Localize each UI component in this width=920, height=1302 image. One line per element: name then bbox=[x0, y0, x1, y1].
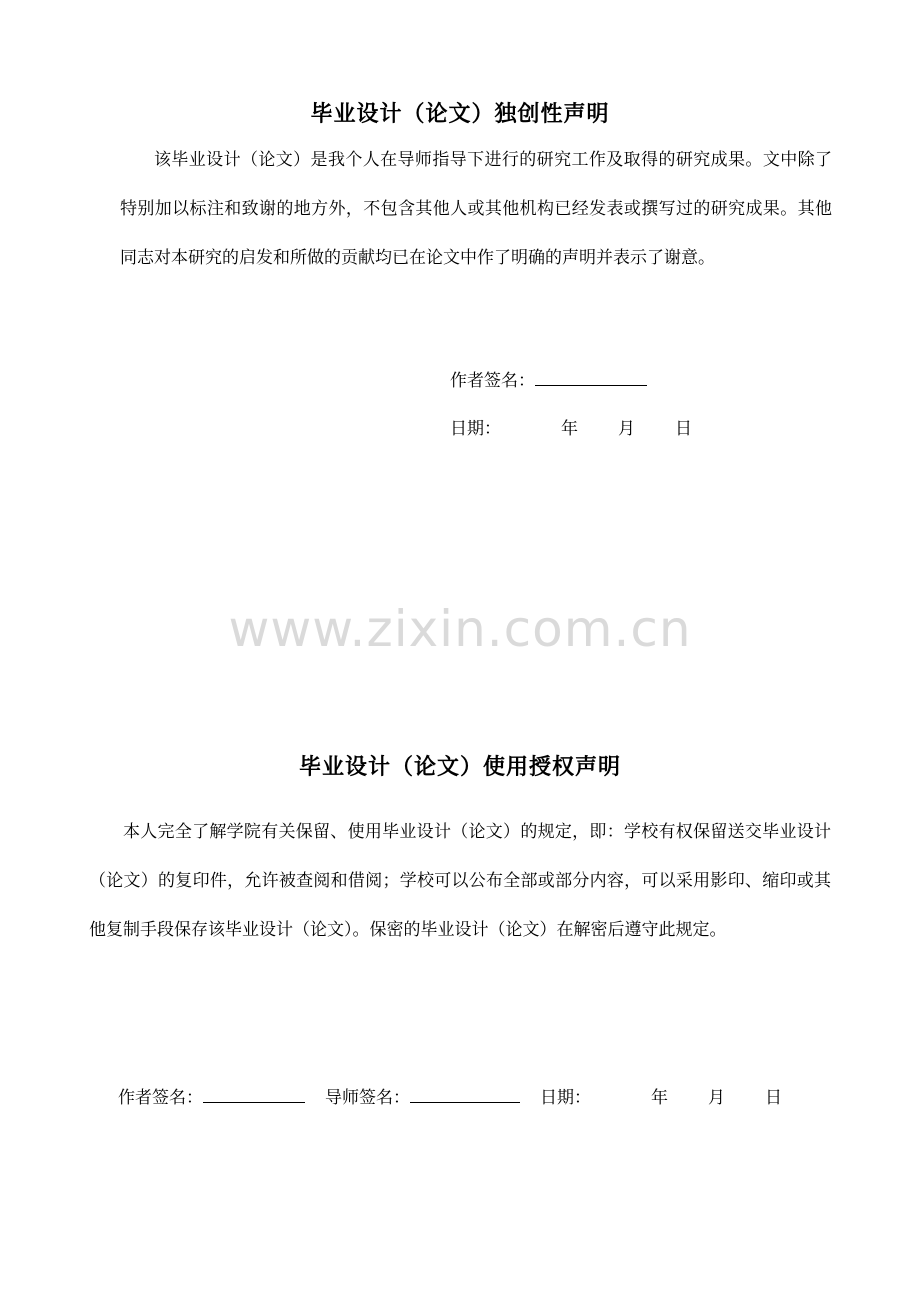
originality-statement-body: 该毕业设计（论文）是我个人在导师指导下进行的研究工作及取得的研究成果。文中除了特别加以标注和致谢的地方外，不包含其他人或其他机构已经发表或撰写过的研究成果。其他同志对本研究的启发和所做的贡献均已在论文中作了明确的声明并表示了谢意。 bbox=[120, 150, 832, 268]
originality-statement-title: 毕业设计（论文）独创性声明 bbox=[310, 102, 610, 127]
authorization-signature-row bbox=[118, 1083, 782, 1108]
originality-date-row bbox=[450, 414, 692, 439]
day-label: 日 bbox=[765, 1088, 782, 1108]
authorization-statement-title: 毕业设计（论文）使用授权声明 bbox=[298, 755, 621, 780]
author-signature-label: 作者签名： bbox=[450, 371, 535, 391]
date-label: 日期： bbox=[450, 419, 501, 439]
author-signature-label: 作者签名： bbox=[118, 1088, 203, 1108]
originality-author-signature-row bbox=[450, 366, 647, 391]
date-label: 日期： bbox=[540, 1088, 591, 1108]
month-label: 月 bbox=[618, 419, 635, 439]
month-label: 月 bbox=[708, 1088, 725, 1108]
day-label: 日 bbox=[675, 419, 692, 439]
watermark-text: www.zixin.com.cn bbox=[228, 600, 692, 658]
authorization-statement-body: 本人完全了解学院有关保留、使用毕业设计（论文）的规定，即：学校有权保留送交毕业设计（论文）的复印件，允许被查阅和借阅；学校可以公布全部或部分内容，可以采用影印、缩印或其他复制手段保存该毕业设计（论文）。保密的毕业设计（论文）在解密后遵守此规定。 bbox=[89, 822, 831, 940]
author-signature-field[interactable] bbox=[203, 1085, 305, 1103]
year-label: 年 bbox=[651, 1088, 668, 1108]
author-signature-field[interactable] bbox=[535, 368, 647, 386]
year-label: 年 bbox=[561, 419, 578, 439]
advisor-signature-field[interactable] bbox=[410, 1085, 520, 1103]
advisor-signature-label: 导师签名： bbox=[325, 1088, 410, 1108]
